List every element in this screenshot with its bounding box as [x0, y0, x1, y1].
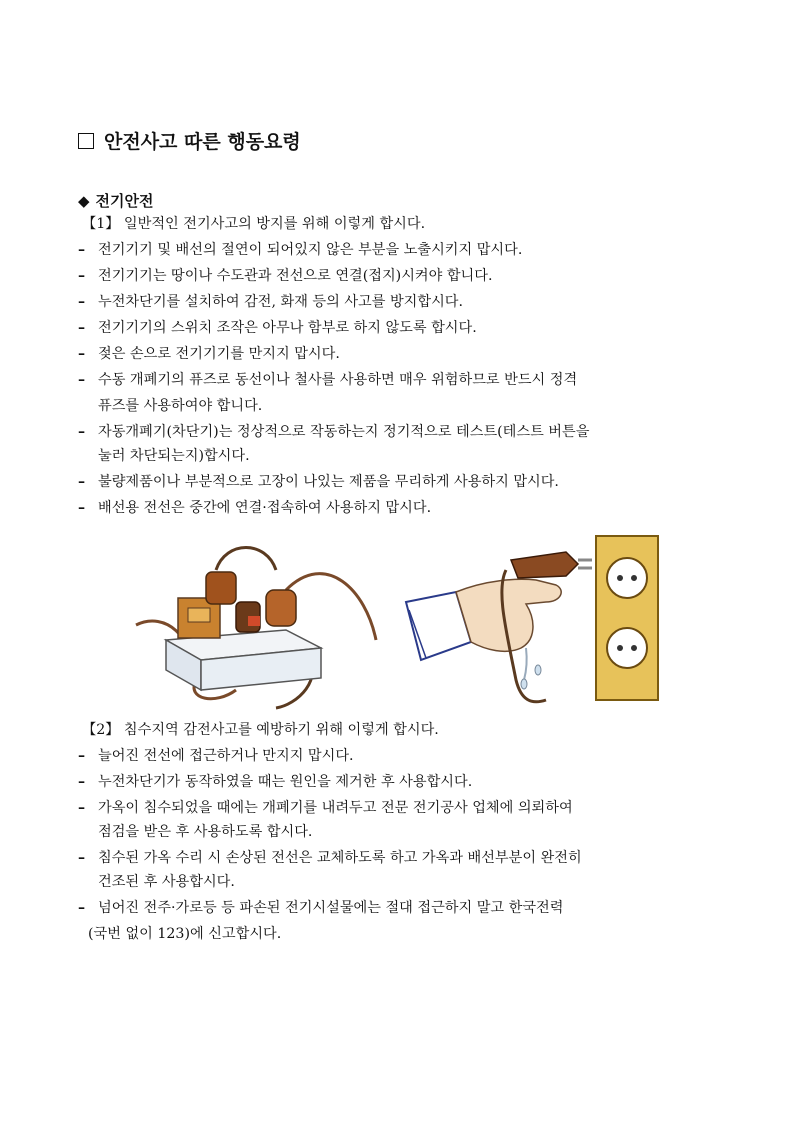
- list-item: – 전기기기 및 배선의 절연이 되어있지 않은 부분을 노출시키지 맙시다.: [78, 242, 523, 258]
- dash-bullet-icon: –: [78, 294, 86, 310]
- dash-bullet-icon: –: [78, 242, 86, 258]
- list-item-continuation: 눌러 차단되는지)합시다.: [98, 448, 250, 464]
- list-item: – 전기기기는 땅이나 수도관과 전선으로 연결(접지)시켜야 합니다.: [78, 268, 493, 284]
- list-item: – 누전차단기가 동작하였을 때는 원인을 제거한 후 사용합시다.: [78, 774, 473, 790]
- dash-bullet-icon: –: [78, 748, 86, 764]
- dash-bullet-icon: –: [78, 424, 86, 440]
- list-item: – 자동개폐기(차단기)는 정상적으로 작동하는지 정기적으로 테스트(테스트 버튼을: [78, 424, 590, 440]
- dash-bullet-icon: –: [78, 850, 86, 866]
- list-item: – 가옥이 침수되었을 때에는 개폐기를 내려두고 전문 전기공사 업체에 의뢰하여: [78, 800, 573, 816]
- dash-bullet-icon: –: [78, 800, 86, 816]
- section-heading: [78, 190, 154, 211]
- list-item: – 넘어진 전주·가로등 등 파손된 전기시설물에는 절대 접근하지 말고 한국전력: [78, 900, 564, 916]
- list-item: – 침수된 가옥 수리 시 손상된 전선은 교체하도록 하고 가옥과 배선부분이 완전히: [78, 850, 582, 866]
- list-item-continuation: 퓨즈를 사용하여야 합니다.: [98, 398, 263, 414]
- list-item-continuation: (국번 없이 123)에 신고합시다.: [88, 926, 282, 942]
- list-item: – 누전차단기를 설치하여 감전, 화재 등의 사고를 방지합시다.: [78, 294, 464, 310]
- electrical-hazard-illustration: [126, 530, 666, 710]
- page-title-text: 안전사고 따른 행동요령: [104, 131, 301, 153]
- part2-intro: 【2】 침수지역 감전사고를 예방하기 위해 이렇게 합시다.: [82, 722, 439, 738]
- wet-hand-outlet-drawing: [406, 536, 658, 702]
- dash-bullet-icon: –: [78, 500, 86, 516]
- dash-bullet-icon: –: [78, 774, 86, 790]
- page-title: [78, 127, 301, 154]
- dash-bullet-icon: –: [78, 320, 86, 336]
- list-item: – 수동 개폐기의 퓨즈로 동선이나 철사를 사용하면 매우 위험하므로 반드시 정격: [78, 372, 578, 388]
- dash-bullet-icon: –: [78, 474, 86, 490]
- dash-bullet-icon: –: [78, 372, 86, 388]
- list-item-continuation: 건조된 후 사용합시다.: [98, 874, 235, 890]
- list-item: – 늘어진 전선에 접근하거나 만지지 맙시다.: [78, 748, 354, 764]
- checkbox-icon: [78, 133, 94, 149]
- list-item: – 전기기기의 스위치 조작은 아무나 함부로 하지 않도록 합시다.: [78, 320, 477, 336]
- dash-bullet-icon: –: [78, 346, 86, 362]
- dash-bullet-icon: –: [78, 900, 86, 916]
- part1-intro: 【1】 일반적인 전기사고의 방지를 위해 이렇게 합시다.: [82, 216, 426, 232]
- list-item: – 불량제품이나 부분적으로 고장이 나있는 제품을 무리하게 사용하지 맙시다.: [78, 474, 559, 490]
- diamond-bullet-icon: ◆: [78, 192, 90, 210]
- list-item-continuation: 점검을 받은 후 사용하도록 합시다.: [98, 824, 313, 840]
- list-item: – 배선용 전선은 중간에 연결·접속하여 사용하지 맙시다.: [78, 500, 432, 516]
- list-item: – 젖은 손으로 전기기기를 만지지 맙시다.: [78, 346, 340, 362]
- power-strip-drawing: [136, 548, 376, 709]
- dash-bullet-icon: –: [78, 268, 86, 284]
- section-heading-text: 전기안전: [95, 192, 154, 210]
